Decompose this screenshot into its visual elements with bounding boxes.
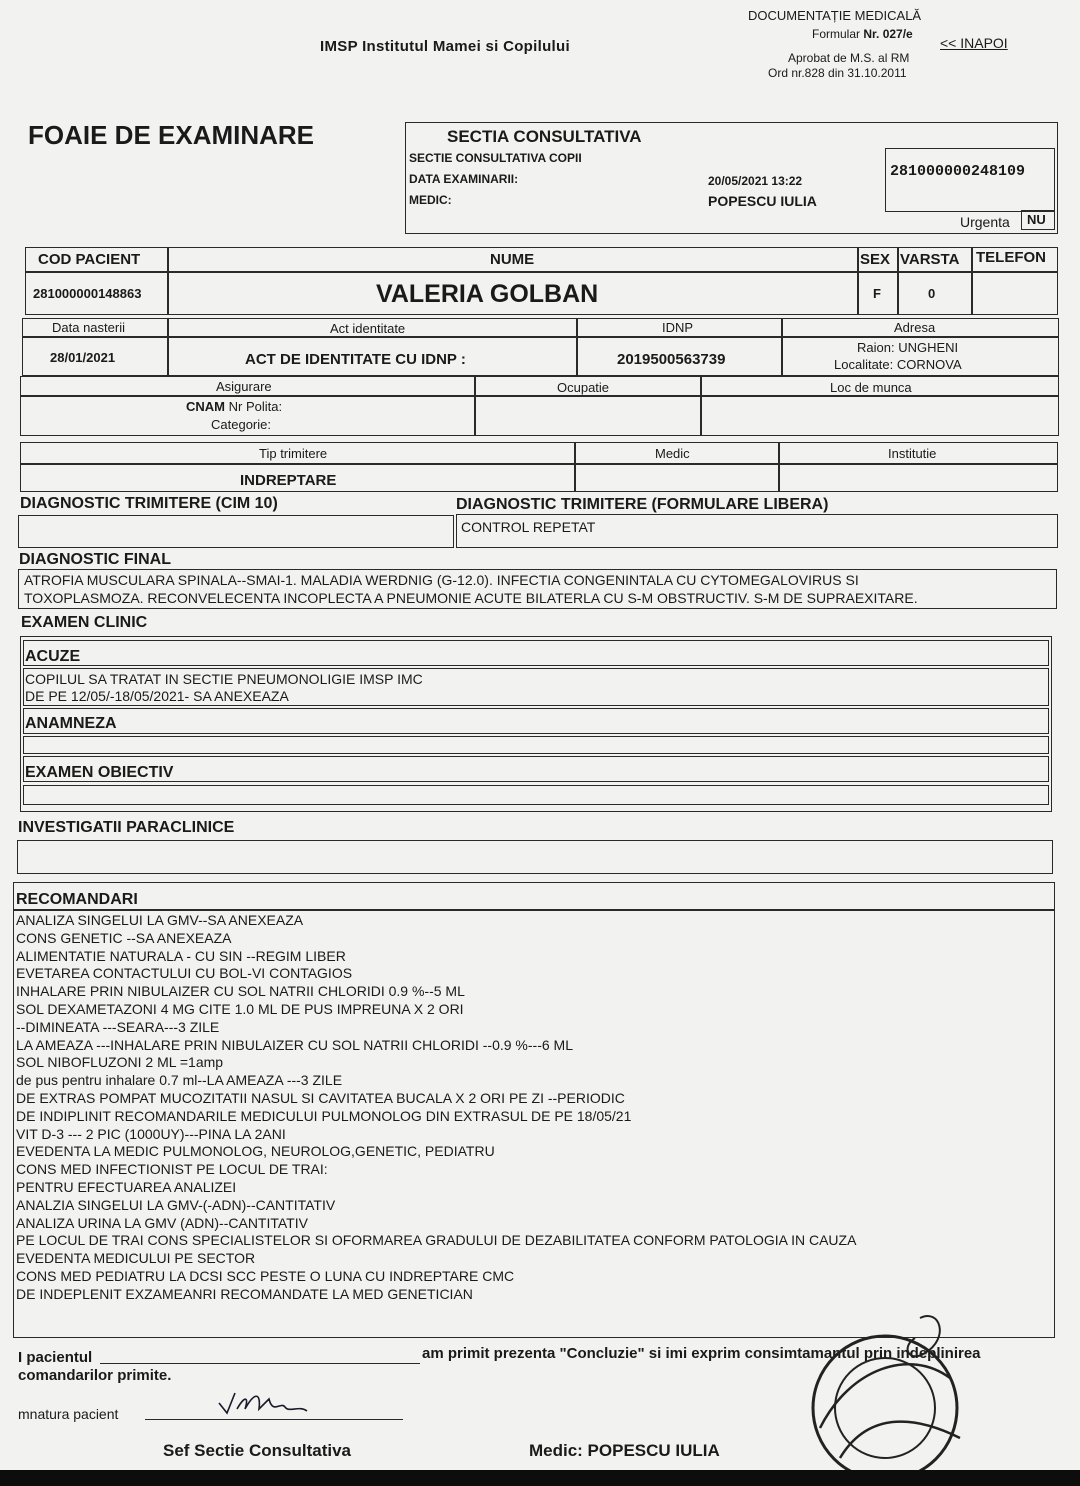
medic-signoff: Medic: POPESCU IULIA <box>529 1441 720 1460</box>
cnam-line: CNAM Nr Polita: <box>186 399 283 414</box>
acuze-line1: COPILUL SA TRATAT IN SECTIE PNEUMONOLIGIE IMSP IMC <box>25 671 423 687</box>
sex-label: SEX <box>860 251 891 268</box>
examen-clinic-label: EXAMEN CLINIC <box>21 614 148 631</box>
section-sub: SECTIE CONSULTATIVA COPII <box>409 151 582 165</box>
varsta-label: VARSTA <box>900 251 960 268</box>
recomandare-line: CONS MED PEDIATRU LA DCSI SCC PESTE O LUNA CU INDREPTARE CMC <box>16 1267 515 1284</box>
acuze-header <box>23 640 1049 666</box>
recomandare-line: CONS MED INFECTIONIST PE LOCUL DE TRAI: <box>16 1161 328 1178</box>
recomandare-line: PE LOCUL DE TRAI CONS SPECIALISTELOR SI OFORMAREA GRADULUI DE DEZABILITATEA CONFORM PATOLOGIA IN CAUZA <box>16 1232 857 1249</box>
tip-trimitere-value: INDREPTARE <box>240 472 337 489</box>
obiectiv-box <box>23 785 1049 805</box>
trimitere-medic-label: Medic <box>655 446 690 461</box>
recomandare-line: --DIMINEATA ---SEARA---3 ZILE <box>16 1018 220 1035</box>
anamneza-label: ANAMNEZA <box>25 715 117 732</box>
recomandare-line: EVEDENTA LA MEDIC PULMONOLOG, NEUROLOG,GENETIC, PEDIATRU <box>16 1143 495 1160</box>
diag-final-line2: TOXOPLASMOZA. RECONVELECENTA INCOPLECTA A PNEUMONIE ACUTE BILATERLA CU S-M OBSTRUCTIV. S-M DE SUPRAEXITARE. <box>24 590 918 606</box>
dob-value: 28/01/2021 <box>50 350 116 365</box>
recomandare-line: SOL NIBOFLUZONI 2 ML =1amp <box>16 1054 224 1071</box>
recomandare-line: DE INDEPLENIT EXZAMEANRI RECOMANDATE LA MED GENETICIAN <box>16 1285 473 1302</box>
tip-trimitere-label: Tip trimitere <box>259 446 328 461</box>
pacient-prefix: I pacientul <box>18 1349 93 1366</box>
approved-text: Aprobat de M.S. al RM <box>788 51 910 65</box>
recomandare-line: CONS GENETIC --SA ANEXEAZA <box>16 929 232 946</box>
recomandare-line: ALIMENTATIE NATURALA - CU SIN --REGIM LIBER <box>16 947 346 964</box>
loc-munca-label: Loc de munca <box>830 380 912 395</box>
recomandare-line: SOL DEXAMETAZONI 4 MG CITE 1.0 ML DE PUS IMPREUNA X 2 ORI <box>16 1000 464 1017</box>
obiectiv-header <box>23 756 1049 782</box>
recomandare-line: INHALARE PRIN NIBULAIZER CU SOL NATRII CHLORIDI 0.9 %--5 ML <box>16 983 465 1000</box>
recomandare-line: ANALIZA SINGELUI LA GMV--SA ANEXEAZA <box>16 912 304 928</box>
diag-cim-box <box>18 515 454 548</box>
diag-libera-value: CONTROL REPETAT <box>461 519 596 535</box>
acuze-label: ACUZE <box>25 648 81 665</box>
medic-label: MEDIC: <box>409 193 452 207</box>
diag-final-line1: ATROFIA MUSCULARA SPINALA--SMAI-1. MALADIA WERDNIG (G-12.0). INFECTIA CONGENINTALA CU CYTOMEGALOVIRUS SI <box>24 572 859 588</box>
patient-name: VALERIA GOLBAN <box>376 280 599 308</box>
urgenta-value: NU <box>1027 212 1046 227</box>
date-label: DATA EXAMINARII: <box>409 172 519 186</box>
diag-libera-label: DIAGNOSTIC TRIMITERE (FORMULARE LIBERA) <box>456 496 829 513</box>
act-value: ACT DE IDENTITATE CU IDNP : <box>245 351 466 368</box>
anamneza-header <box>23 708 1049 734</box>
recomandare-line: DE EXTRAS POMPAT MUCOZITATII NASUL SI CAVITATEA BUCALA X 2 ORI PE ZI --PERIODIC <box>16 1089 625 1106</box>
code-box <box>885 148 1055 212</box>
semnatura-label: mnatura pacient <box>18 1406 119 1422</box>
idnp-value: 2019500563739 <box>617 351 726 368</box>
order-text: Ord nr.828 din 31.10.2011 <box>768 66 907 80</box>
paraclinice-box <box>17 840 1053 874</box>
nume-label: NUME <box>490 251 535 268</box>
sex-value: F <box>873 286 881 301</box>
recomandare-line: LA AMEAZA ---INHALARE PRIN NIBULAIZER CU SOL NATRII CHLORIDI --0.9 %---6 ML <box>16 1036 573 1053</box>
institution-name: IMSP Institutul Mamei si Copilului <box>320 38 570 55</box>
cod-value: 281000000148863 <box>33 286 142 301</box>
telefon-label: TELEFON <box>976 249 1046 266</box>
back-link[interactable]: << INAPOI <box>940 35 1008 51</box>
bottom-bar <box>0 1470 1080 1486</box>
anamneza-box <box>23 736 1049 754</box>
categorie-label: Categorie: <box>211 417 271 432</box>
recomandare-line: ANALIZA URINA LA GMV (ADN)--CANTITATIV <box>16 1214 308 1231</box>
consent-text-2: comandarilor primite. <box>18 1367 172 1384</box>
sef-sectie: Sef Sectie Consultativa <box>163 1441 352 1460</box>
localitate-value: Localitate: CORNOVA <box>834 357 962 372</box>
recomandari-label: RECOMANDARI <box>16 891 138 908</box>
recomandare-line: EVETAREA CONTACTULUI CU BOL-VI CONTAGIOS <box>16 965 353 982</box>
acuze-line2: DE PE 12/05/-18/05/2021- SA ANEXEAZA <box>25 688 289 704</box>
institutie-label: Institutie <box>888 446 937 461</box>
recomandare-line: PENTRU EFECTUAREA ANALIZEI <box>16 1178 237 1195</box>
recomandare-line: EVEDENTA MEDICULUI PE SECTOR <box>16 1250 256 1267</box>
recomandare-line: VIT D-3 --- 2 PIC (1000UY)---PINA LA 2ANI <box>16 1125 286 1142</box>
medic-value: POPESCU IULIA <box>708 193 817 209</box>
exam-code: 281000000248109 <box>890 163 1026 180</box>
official-stamp <box>790 1308 970 1473</box>
date-value: 20/05/2021 13:22 <box>708 174 803 188</box>
urgenta-label: Urgenta <box>960 214 1010 230</box>
form-label: Formular Nr. 027/e <box>812 27 913 41</box>
dob-label: Data nasterii <box>52 320 125 335</box>
patient-signature <box>215 1385 315 1419</box>
cod-label: COD PACIENT <box>38 251 141 268</box>
doc-type: DOCUMENTAȚIE MEDICALĂ <box>748 8 922 23</box>
obiectiv-label: EXAMEN OBIECTIV <box>25 764 174 781</box>
asigurare-label: Asigurare <box>216 379 272 394</box>
act-label: Act identitate <box>330 321 406 336</box>
diag-cim-label: DIAGNOSTIC TRIMITERE (CIM 10) <box>20 495 278 512</box>
recomandare-line: ANALZIA SINGELUI LA GMV-(-ADN)--CANTITATIV <box>16 1196 336 1213</box>
consent-text: am primit prezenta "Concluzie" si imi exprim consimtamantul prin indeplinirea <box>422 1345 981 1362</box>
section-heading: SECTIA CONSULTATIVA <box>447 127 642 146</box>
paraclinice-label: INVESTIGATII PARACLINICE <box>18 819 235 836</box>
adresa-label: Adresa <box>894 320 936 335</box>
recomandare-line: de pus pentru inhalare 0.7 ml--LA AMEAZA ---3 ZILE <box>16 1072 343 1089</box>
recomandare-line: DE INDIPLINIT RECOMANDARILE MEDICULUI PULMONOLOG DIN EXTRASUL DE PE 18/05/21 <box>16 1107 632 1124</box>
page-title: FOAIE DE EXAMINARE <box>28 120 315 150</box>
ocupatie-label: Ocupatie <box>557 380 610 395</box>
varsta-value: 0 <box>928 286 936 301</box>
idnp-label: IDNP <box>662 320 694 335</box>
recomandari-list <box>16 912 1046 1304</box>
raion-value: Raion: UNGHENI <box>857 340 959 355</box>
diag-final-label: DIAGNOSTIC FINAL <box>19 551 171 568</box>
